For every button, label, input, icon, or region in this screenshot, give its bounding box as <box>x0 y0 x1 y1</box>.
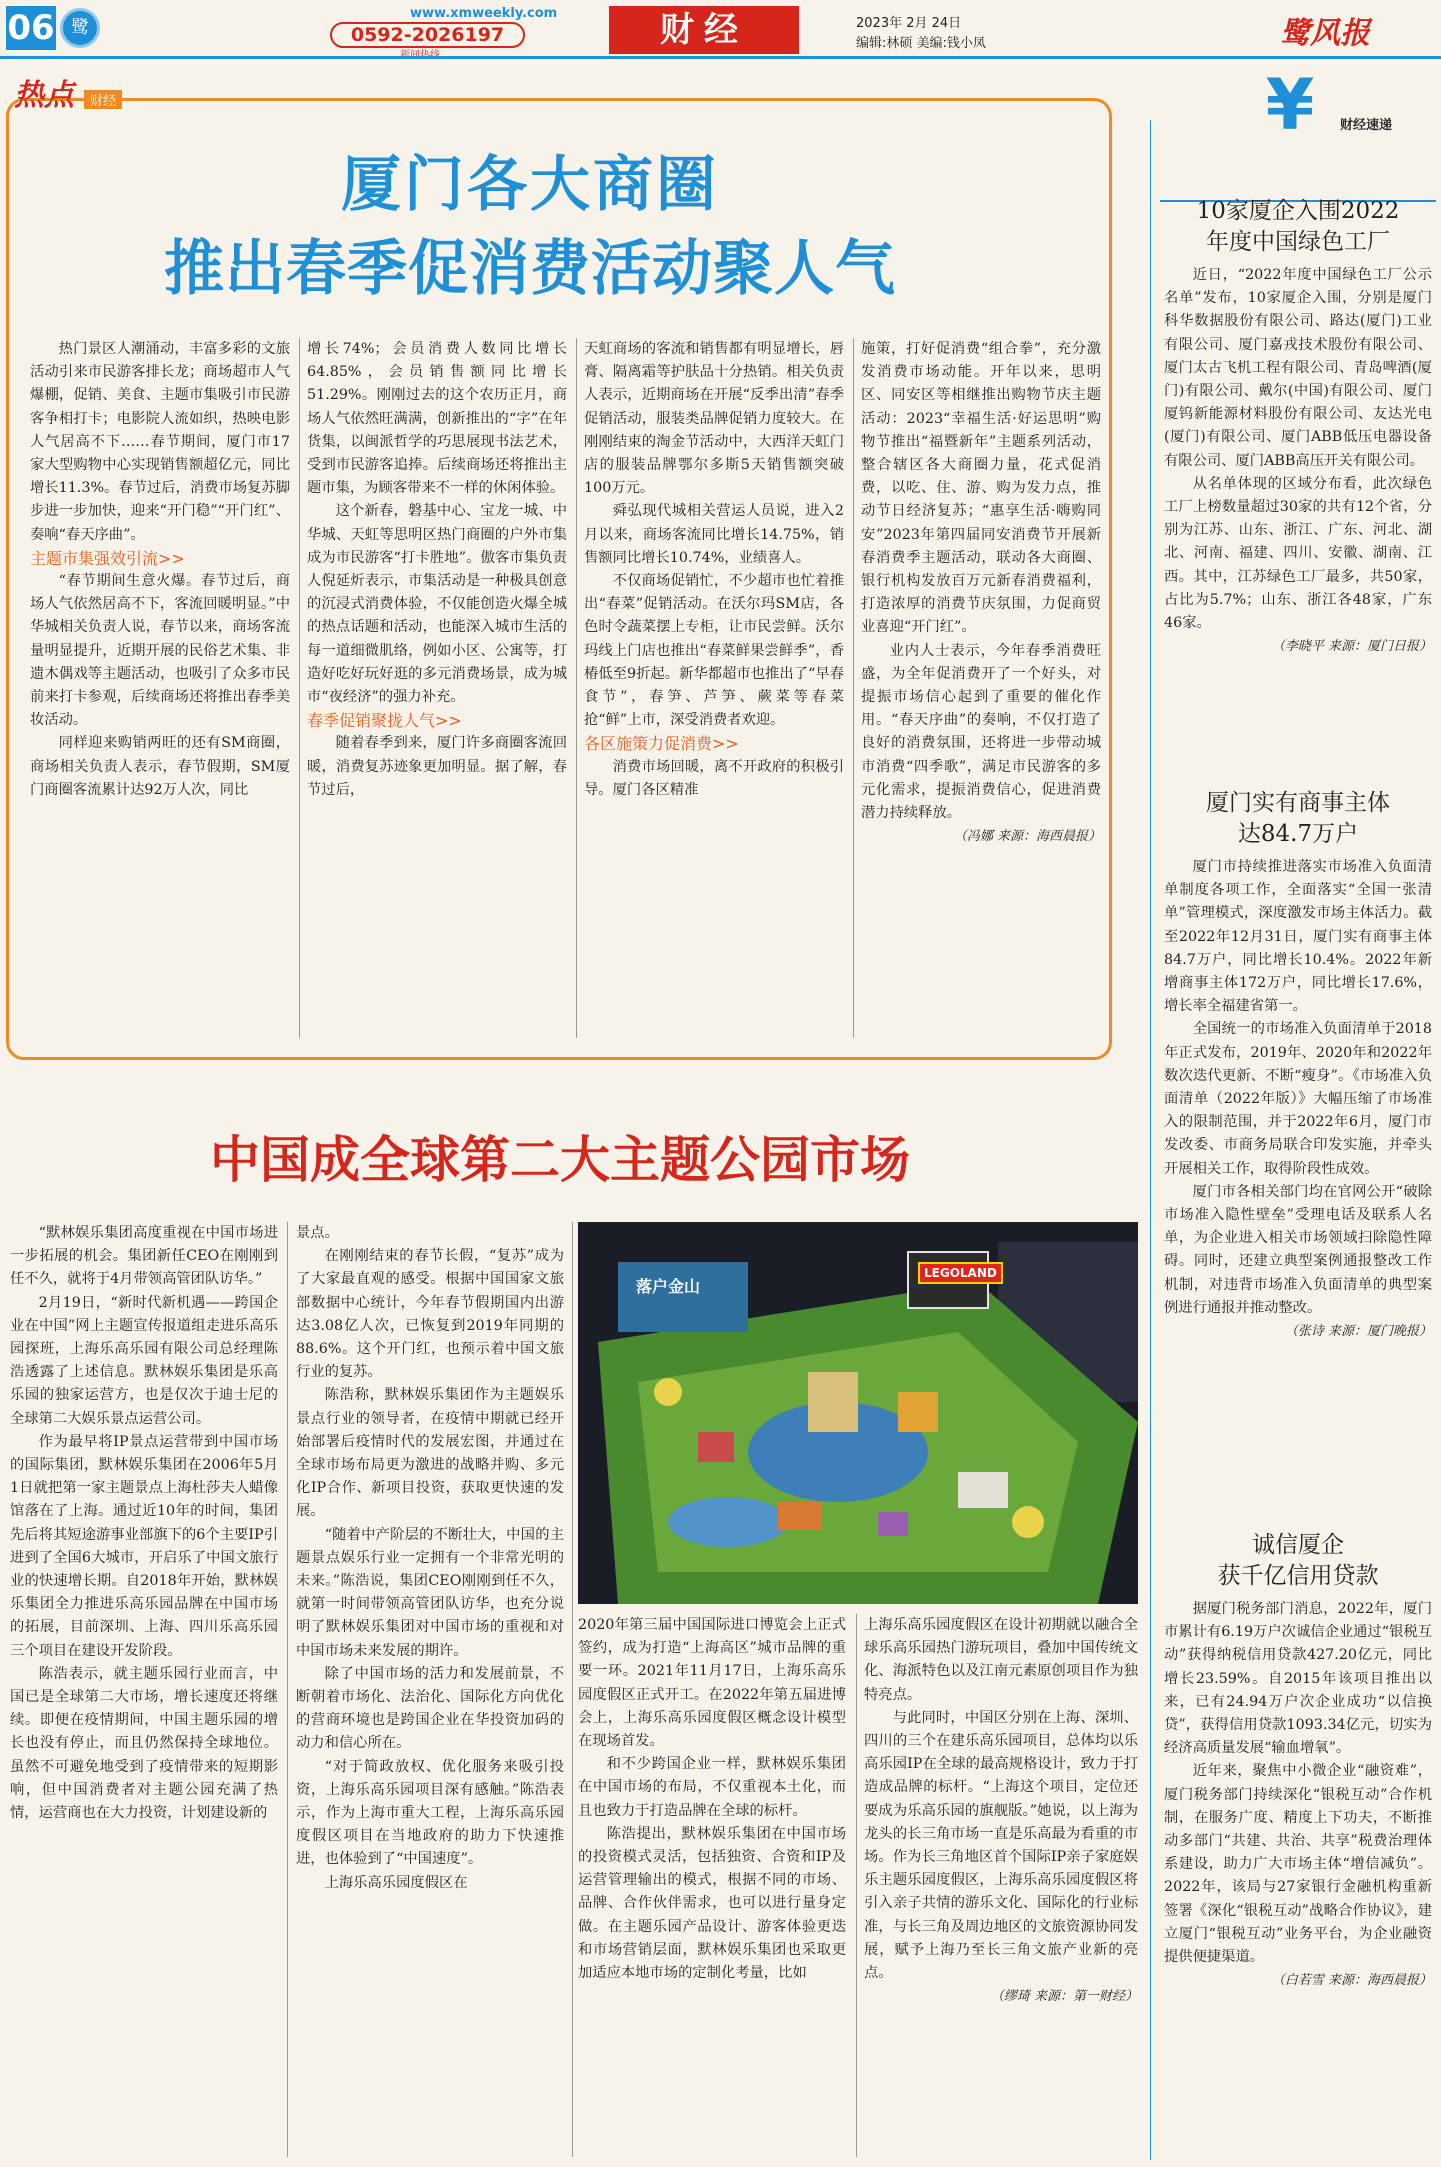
subheading-spring-sale: 春季促销聚拢人气>> <box>307 711 462 731</box>
paragraph: 和不少跨国企业一样，默林娱乐集团在中国市场的布局，不仅重视本土化，而且也致力于打造品牌在全球的标杆。 <box>578 1756 846 1819</box>
paragraph: 业内人士表示，今年春季消费旺盛，为全年促消费开了一个好头，对提振市场信心起到了重要的催化作用。“春天序曲”的奏响，不仅打造了良好的消费氛围，还将进一步带动城市消费“四季歌”，满足市民游客的多元化需求，提振消费信心，促进消费潜力持续释放。 <box>861 642 1101 822</box>
paper-name: 鹭风报 <box>1280 16 1370 51</box>
paragraph: 舜弘现代城相关营运人员说，进入2月以来，商场客流同比增长14.75%，销售额同比增长10.74%，业绩喜人。 <box>584 503 844 566</box>
paragraph: 不仅商场促销忙，不少超市也忙着推出“春菜”促销活动。在沃尔玛SM店，各色时令蔬菜摆上专柜，让市民尝鲜。沃尔玛线上门店也推出“春菜鲜果尝鲜季”，香椿低至9折起。新华都超市也推出了“早春食节”，春笋、芦笋、蕨菜等春菜抢“鲜”上市，深受消费者欢迎。 <box>584 573 844 729</box>
hot-tag-sub: 财经 <box>84 90 122 109</box>
site-url[interactable]: www.xmweekly.com <box>410 6 558 21</box>
hotline-box <box>330 6 558 52</box>
paragraph: 厦门市持续推进落实市场准入负面清单制度各项工作，全面落实“全国一张清单”管理模式，深度激发市场主体活力。截至2022年12月31日，厦门实有商事主体84.7万户，同比增长10.4%。2022年新增商事主体172万户，同比增长17.6%，增长率全福建省第一。 <box>1164 859 1432 1015</box>
feature-column-2 <box>307 338 567 802</box>
article-title: 年度中国绿色工厂 <box>1206 229 1390 255</box>
hot-tag-main: 热点 <box>14 78 74 113</box>
feature-column-3 <box>584 338 844 802</box>
paragraph: 作为最早将IP景点运营带到中国市场的国际集团，默林娱乐集团在2006年5月1日就把第一家主题景点上海杜莎夫人蜡像馆落在了上海。通过近10年的时间，集团先后将其短途游事业部旗下的6个主要IP引进到了全国6大城市，开启乐了中国文旅行业的快速增长期。自2018年开始，默林娱乐集团全力推进乐高乐园品牌在中国市场的拓展，目前深圳、上海、四川乐高乐园三个项目在建设开发阶段。 <box>10 1433 278 1659</box>
feature-column-4 <box>861 338 1101 848</box>
phone-number: 0592-2026197 <box>330 22 525 48</box>
paragraph: 陈浩称，默林娱乐集团作为主题娱乐景点行业的领导者，在疫情中期就已经开始部署后疫情时代的发展宏图，并通过在全球市场布局更为激进的战略并购、多元化IP合作、新项目投资，获取更快速的发展。 <box>296 1387 564 1520</box>
source-credit: （李晓平 来源：厦门日报） <box>1271 639 1432 655</box>
subheading-theme-market: 主题市集强效引流>> <box>30 548 185 568</box>
paragraph: 近日，“2022年度中国绿色工厂公示名单”发布，10家厦企入围，分别是厦门科华数据股份有限公司、路达(厦门)工业有限公司、厦门嘉戎技术股份有限公司、厦门太古飞机工程有限公司、青岛啤酒(厦门)有限公司、戴尔(中国)有限公司、厦门厦钨新能源材料股份有限公司、友达光电(厦门)有限公司、厦门ABB低压电器设备有限公司、厦门ABB高压开关有限公司。 <box>1164 267 1432 469</box>
paragraph: 天虹商场的客流和销售都有明显增长，唇膏、隔离霜等护肤品十分热销。相关负责人表示，近期商场在开展“反季出清”春季促销活动，服装类品牌促销力度较大。在刚刚结束的淘金节活动中，大西洋天虹门店的服装品牌鄂尔多斯5天销售额突破100万元。 <box>584 341 844 497</box>
source-credit: （冯娜 来源：海西晨报） <box>953 829 1101 845</box>
paragraph: 上海乐高乐园度假区在设计初期就以融合全球乐高乐园热门游玩项目，叠加中国传统文化、海派特色以及江南元素原创项目作为独特亮点。 <box>864 1617 1138 1703</box>
paragraph: “对于简政放权、优化服务来吸引投资，上海乐高乐园项目深有感触。”陈浩表示，作为上海市重大工程，上海乐高乐园度假区项目在当地政府的助力下快速推进，也体验到了“中国速度”。 <box>296 1758 564 1868</box>
paragraph: 景点。 <box>296 1225 339 1241</box>
legoland-logo: LEGOLAND <box>918 1262 1003 1284</box>
paper-seal-icon: 鹭 <box>60 8 100 48</box>
paragraph: 随着春季到来，厦门许多商圈客流回暖，消费复苏迹象更加明显。据了解，春节过后， <box>307 735 567 798</box>
subheading-district-policy: 各区施策力促消费>> <box>584 734 739 754</box>
paragraph: 上海乐高乐园度假区在 <box>324 1874 468 1891</box>
feature-headline-1: 厦门各大商圈 <box>341 150 719 220</box>
model-sign-text: 落户金山 <box>636 1277 701 1296</box>
column-divider <box>299 338 300 1038</box>
article2-column-2 <box>296 1222 564 1895</box>
paragraph: 近年来，聚焦中小微企业“融资难”，厦门税务部门持续深化“银税互动”合作机制，在服务广度、精度上下功夫，不断推动多部门“共建、共治、共享”税费治理体系建设，助力广大市场主体“增信减负”。2022年，该局与27家银行金融机构重新签署《深化“银税互动”战略合作协议》，建立厦门“银税互动”业务平台，为企业融资提供便捷渠道。 <box>1164 1763 1432 1966</box>
paragraph: 厦门市各相关部门均在官网公开“破除市场准入隐性壁垒”受理电话及联系人名单，为企业进入相关市场领域扫除隐性障碍。同时，还建立典型案例通报整改工作机制，对违背市场准入负面清单的典型案例进行通报并推动整改。 <box>1164 1183 1432 1316</box>
sidebar <box>1160 64 1436 2160</box>
paragraph: 在刚刚结束的春节长假，“复苏”成为了大家最直观的感受。根据中国国家文旅部数据中心统计，今年春节假期国内出游达3.08亿人次，已恢复到2019年同期的88.6%。这个开门红，也预示着中国文旅行业的复苏。 <box>296 1248 564 1381</box>
column-divider <box>853 338 854 1038</box>
paragraph: 全国统一的市场准入负面清单于2018年正式发布，2019年、2020年和2022年数次迭代更新、不断“瘦身”。《市场准入负面清单（2022年版）》大幅压缩了市场准入的限制范围，并于2022年6月，厦门市发改委、市商务局联合印发实施，并牵头开展相关工作，取得阶段性成效。 <box>1164 1021 1432 1177</box>
sidebar-article-market-entities <box>1164 788 1432 1343</box>
paragraph: 除了中国市场的活力和发展前景，不断朝着市场化、法治化、国际化方向优化的营商环境也是跨国企业在华投资加码的动力和信心所在。 <box>296 1665 564 1752</box>
sidebar-article-credit-loans <box>1164 1530 1432 1992</box>
paragraph: 与此同时，中国区分别在上海、深圳、四川的三个在建乐高乐园项目，总体均以乐高乐园IP在全球的最高规格设计，致力于打造成品牌的标杆。“上海这个项目，定位还要成为乐高乐园的旗舰版。”她说，以上海为龙头的长三角市场一直是乐高最为看重的市场。作为长三角地区首个国际IP亲子家庭娱乐主题乐园度假区，上海乐高乐园度假区将引入亲子共情的游乐文化、国际化的行业标准，与长三角及周边地区的文旅资源协同发展，赋予上海乃至长三角文旅产业新的亮点。 <box>864 1709 1138 1982</box>
issue-date: 2023年 2月 24日 <box>856 16 962 31</box>
paragraph: 施策，打好促消费“组合拳”，充分激发消费市场动能。开年以来，思明区、同安区等相继推出购物节庆主题活动：2023“幸福生活·好运思明”购物节推出“福暨新年”主题系列活动，整合辖区各大商圈力量，花式促消费，以吃、住、游、购为发力点，推动节日经济复苏；“惠享生活·嗨购同安”2023年第四届同安消费节开展新春消费季主题活动，联动各大商圈、银行机构发放百万元新春消费福利，打造浓厚的消费节庆氛围，力促商贸业喜迎“开门红”。 <box>861 341 1101 636</box>
article-title: 厦门实有商事主体 <box>1206 790 1390 816</box>
legoland-model-photo <box>578 1222 1138 1604</box>
section-title: 财经 <box>609 6 799 54</box>
paragraph: 据厦门税务部门消息，2022年，厦门市累计有6.19万户次诚信企业通过“银税互动”获得纳税信用贷款427.20亿元，同比增长23.59%。自2015年该项目推出以来，已有24.94万户次企业成功“以信换贷”，获得信用贷款1093.34亿元，切实为经济高质量发展“输血增氧”。 <box>1164 1601 1432 1757</box>
paragraph: 同样迎来购销两旺的还有SM商圈，商场相关负责人表示，春节假期，SM厦门商圈客流累计达92万人次，同比 <box>30 735 290 798</box>
article-title: 诚信厦企 <box>1252 1532 1344 1558</box>
paragraph: 陈浩表示，就主题乐园行业而言，中国已是全球第二大市场，增长速度还将继续。即便在疫情期间，中国主题乐园的增长也没有停止，而且仍然保持全球地位。虽然不可避免地受到了疫情带来的短期影响，但中国消费者对主题公园充满了热情，运营商也在大力投资，计划建设新的 <box>10 1665 278 1822</box>
source-credit: （白若雪 来源：海西晨报） <box>1271 1973 1432 1989</box>
article-title: 10家厦企入围2022 <box>1196 198 1400 224</box>
masthead-rule <box>0 56 1441 59</box>
source-credit: （缪琦 来源：第一财经） <box>990 1989 1138 2005</box>
source-credit: （张诗 来源：厦门晚报） <box>1284 1324 1432 1340</box>
paragraph: 陈浩提出，默林娱乐集团在中国市场的投资模式灵活，包括独资、合资和IP及运营管理输出的模式，根据不同的市场、品牌、合作伙伴需求，也可以进行量身定做。在主题乐园产品设计、游客体验更迭和市场营销层面，默林娱乐集团也采取更加适应本地市场的定制化考量，比如 <box>578 1825 846 1982</box>
masthead <box>0 0 1441 58</box>
editors-line: 编辑:林硕 美编:钱小凤 <box>856 36 986 51</box>
column-divider <box>856 1614 857 2157</box>
hot-topic-tag <box>10 70 160 116</box>
column-divider <box>576 338 577 1038</box>
paragraph: 增长74%；会员消费人数同比增长64.85%，会员销售额同比增长51.29%。刚刚过去的这个农历正月，商场人气依然旺满满，创新推出的“字”在年货集，以闽派哲学的巧思展现书法艺术，受到市民游客追捧。后续商场还将推出主题市集，为顾客带来不一样的休闲体验。 <box>307 341 567 497</box>
paragraph: “春节期间生意火爆。春节过后，商场人气依然居高不下，客流回暖明显。”中华城相关负责人说，春节以来，商场客流量明显提升，近期开展的民俗艺术集、非遗木偶戏等主题活动，也吸引了众多市民前来打卡参观，后续商场还将推出春季美妆活动。 <box>30 573 290 729</box>
sidebar-article-green-factory <box>1164 196 1432 658</box>
article-title: 获千亿信用贷款 <box>1217 1563 1379 1589</box>
paragraph: 这个新春，磐基中心、宝龙一城、中华城、天虹等思明区热门商圈的户外市集成为市民游客“打卡胜地”。傲客市集负责人倪延炘表示，市集活动是一种极具创意的沉浸式消费体验，不仅能创造火爆全城的热点话题和活动，也能深入城市生活的每一道细微肌络，例如小区、公寓等，打造好吃好玩好逛的多元消费场景，成为城市“夜经济”的强力补充。 <box>307 503 567 706</box>
paragraph: 从名单体现的区域分布看，此次绿色工厂上榜数量超过30家的共有12个省，分别为江苏、山东、浙江、广东、河北、湖北、河南、福建、四川、安徽、湖南、江西。其中，江苏绿色工厂最多，共50家，占比为5.7%；山东、浙江各48家，广东46家。 <box>1164 475 1432 632</box>
sidebar-label: 财经速递 <box>1340 118 1393 133</box>
article2-column-4 <box>864 1614 1138 2008</box>
column-divider <box>287 1222 288 2157</box>
feature-column-1 <box>30 338 290 802</box>
page-number: 06 <box>7 8 55 48</box>
paragraph: “默林娱乐集团高度重视在中国市场进一步拓展的机会。集团新任CEO在刚刚到任不久，就将于4月带领高管团队访华。” <box>10 1225 278 1288</box>
paragraph: 2月19日，“新时代新机遇——跨国企业在中国”网上主题宣传报道组走进乐高乐园探班，上海乐高乐园有限公司总经理陈浩透露了上述信息。默林娱乐集团是乐高乐园的独家运营方，也是仅次于迪士尼的全球第二大娱乐景点运营公司。 <box>10 1294 278 1427</box>
paragraph: 热门景区人潮涌动，丰富多彩的文旅活动引来市民游客排长龙；商场超市人气爆棚，促销、美食、主题市集吸引市民游客争相打卡；电影院人流如织，热映电影人气居高不下……春节期间，厦门市17家大型购物中心实现销售额超亿元，同比增长11.3%。春节过后，消费市场复苏脚步进一步加快，迎来“开门稳”“开门红”、奏响“春天序曲”。 <box>30 341 290 543</box>
sidebar-divider <box>1150 120 1151 2160</box>
article-title: 达84.7万户 <box>1237 821 1359 847</box>
article2-headline: 中国成全球第二大主题公园市场 <box>210 1131 910 1189</box>
paragraph: 消费市场回暖，离不开政府的积极引导。厦门各区精准 <box>584 758 844 798</box>
column-divider <box>572 1222 573 2157</box>
feature-headline-2: 推出春季促消费活动聚人气 <box>164 234 896 304</box>
article2-column-1 <box>10 1222 278 1825</box>
yuan-icon: ¥ <box>1265 64 1315 146</box>
paragraph: 2020年第三届中国国际进口博览会上正式签约，成为打造“上海高区”城市品牌的重要一环。2021年11月17日，上海乐高乐园度假区正式开工。在2022年第五届进博会上，上海乐高乐园度假区概念设计模型在现场首发。 <box>578 1617 846 1750</box>
article2-column-3 <box>578 1614 846 1985</box>
paragraph: “随着中产阶层的不断壮大，中国的主题景点娱乐行业一定拥有一个非常光明的未来。”陈浩说，集团CEO刚刚到任不久，就第一时间带领高管团队访华，也充分说明了默林娱乐集团对中国市场的重视和对中国市场未来发展的期许。 <box>296 1526 564 1659</box>
